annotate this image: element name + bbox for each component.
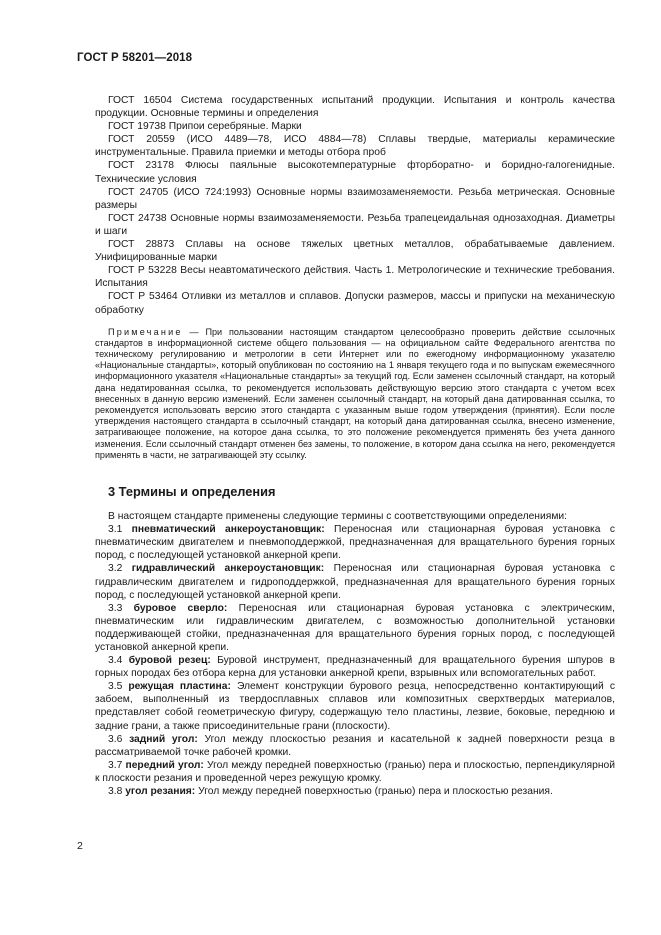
reference-item: ГОСТ 19738 Припои серебряные. Марки	[108, 121, 302, 133]
note-paragraph	[95, 327, 615, 461]
term-name: буровой резец:	[128, 655, 211, 667]
terms-list	[95, 523, 615, 798]
references-list	[95, 94, 615, 317]
term-definition: 3.8 угол резания: Угол между передней поверхностью (гранью) пера и плоскостью резания.	[108, 786, 553, 797]
reference-item: ГОСТ 16504 Система государственных испытаний продукции. Испытания и контроль качества продукции. Основные термины и определения	[95, 95, 615, 120]
reference-item: ГОСТ 28873 Сплавы на основе тяжелых цветных металлов, обрабатываемые давлением. Унифицированные марки	[95, 239, 615, 264]
term-definition: 3.5 режущая пластина: Элемент конструкции бурового резца, непосредственно контактирующий с забоем, выполненный из твердосплавных сплавов или композитных сверхтвердых материалов, представляет собой геометрическую фигуру, содержащую тело пластины, лезвие, боковые, переднюю и задние грани, а также присоединительные грани (плоскости).	[95, 681, 615, 732]
term-name: угол резания:	[125, 786, 196, 797]
term-definition: 3.7 передний угол: Угол между передней поверхностью (гранью) пера и плоскостью, перпендикулярной к плоскости резания и проведенной через режущую кромку.	[95, 759, 616, 784]
term-definition: 3.3 буровое сверло: Переносная или стационарная буровая установка с электрическим, пневматическим или гидравлическим двигателем, с возможностью дополнительной установки поддерживающей стойки, предназначенная для вращательного бурения горных пород, с последующей установкой анкерной крепи.	[95, 602, 615, 653]
term-name: передний угол:	[125, 759, 204, 771]
note-label: Примечание	[108, 326, 183, 337]
term-definition: 3.2 гидравлический анкероустановщик: Переносная или стационарная буровая установка с гидравлическим двигателем и гидроподдержкой, предназначенная для вращательного бурения горных пород, с последующей установкой анкерной крепи.	[95, 563, 615, 601]
term-name: буровое сверло:	[133, 602, 228, 614]
note-text: — При пользовании настоящим стандартом целесообразно проверить действие ссылочных стандартов в информационной системе общего пользования — на официальном сайте Федерального агентства по техническому регулированию и метрологии в сети Интернет или по ежегодному информационному указателю «Национальные стандарты», который опубликован по состоянию на 1 января текущего года и по выпускам ежемесячного информационного указателя «Национальные стандарты» за текущий год. Если заменен ссылочный стандарт, на который дана недатированная ссылка, то рекомендуется использовать действующую версию этого стандарта с учетом всех внесенных в данную версию изменений. Если заменен ссылочный стандарт, на который дана датированная ссылка, то рекомендуется использовать версию этого стандарта с указанным выше годом утверждения (принятия). Если после утверждения настоящего стандарта в ссылочный стандарт, на который дана датированная ссылка, внесено изменение, затрагивающее положение, на которое дана ссылка, то это положение рекомендуется применять без учета данного изменения. Если ссылочный стандарт отменен без замены, то положение, в котором дана ссылка на него, рекомендуется применять в части, не затрагивающей эту ссылку.	[95, 326, 615, 460]
page-content	[95, 94, 615, 798]
reference-item: ГОСТ 20559 (ИСО 4489—78, ИСО 4884—78) Сплавы твердые, материалы керамические инструментальные. Правила приемки и методы отбора проб	[95, 134, 615, 159]
reference-item: ГОСТ 24705 (ИСО 724:1993) Основные нормы взаимозаменяемости. Резьба метрическая. Основные размеры	[95, 186, 615, 211]
term-name: пневматический анкероустановщик:	[131, 524, 325, 536]
reference-item: ГОСТ Р 53228 Весы неавтоматического действия. Часть 1. Метрологические и технические требования. Испытания	[95, 265, 615, 290]
term-definition: 3.1 пневматический анкероустановщик: Переносная или стационарная буровая установка с пневматическим двигателем и пневмоподдержкой, предназначенная для вращательного бурения горных пород, с последующей установкой анкерной крепи.	[95, 524, 615, 562]
reference-item: ГОСТ 24738 Основные нормы взаимозаменяемости. Резьба трапецеидальная однозаходная. Диаметры и шаги	[95, 212, 615, 237]
term-definition: 3.6 задний угол: Угол между плоскостью резания и касательной к задней поверхности резца в рассматриваемой точке рабочей кромки.	[95, 733, 615, 758]
term-name: гидравлический анкероустановщик:	[131, 563, 325, 575]
document-header: ГОСТ Р 58201—2018	[77, 52, 193, 64]
term-name: задний угол:	[129, 733, 198, 745]
reference-item: ГОСТ Р 53464 Отливки из металлов и сплавов. Допуски размеров, массы и припуски на механическую обработку	[95, 291, 615, 316]
term-definition: 3.4 буровой резец: Буровой инструмент, предназначенный для вращательного бурения шпуров в горных породах без отбора керна для установки анкерной крепи, взрывных или вспомогательных работ.	[95, 655, 615, 680]
page-number: 2	[77, 840, 83, 852]
reference-item: ГОСТ 23178 Флюсы паяльные высокотемпературные фторборатно- и боридно-галогенидные. Технические условия	[95, 160, 615, 185]
section-title: 3 Термины и определения	[108, 484, 276, 500]
term-name: режущая пластина:	[128, 681, 231, 693]
section-intro: В настоящем стандарте применены следующие термины с соответствующими определениями:	[108, 511, 568, 523]
